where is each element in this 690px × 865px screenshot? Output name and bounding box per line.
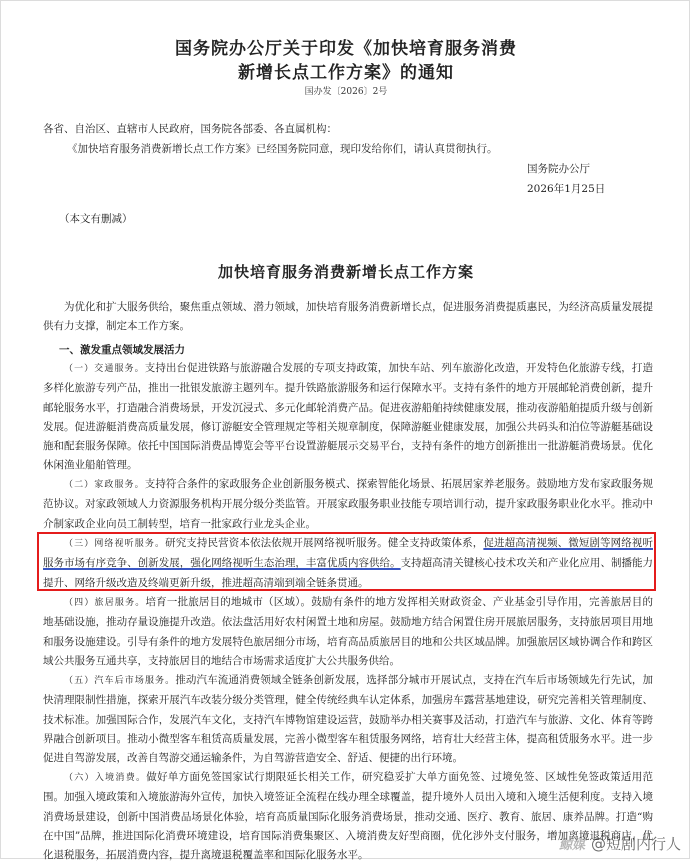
issuer: 国务院办公厅 [527,163,590,175]
item-sojourn [43,593,653,671]
section-heading: 一、激发重点领域发展活力 [59,344,185,356]
addressees: 各省、自治区、直辖市人民政府，国务院各部委、各直属机构： [43,123,337,135]
highlight-box [37,532,656,591]
plan-intro: 为优化和扩大服务供给，聚焦重点领域、潜力领域，加快培育服务消费新增长点，促进服务消费提质惠民，为经济高质量发展提供有力支撑，制定本工作方案。 [43,301,653,333]
item-label: （三）网络视听服务。 [64,539,166,549]
item-housekeeping [43,475,653,534]
notice-body: 《加快培育服务消费新增长点工作方案》已经国务院同意，现印发给你们，请认真贯彻执行。 [67,143,498,155]
watermark [559,833,681,854]
item-text: 研究支持民营资本依法依规开展网络视听服务。健全支持政策体系， [165,537,484,549]
watermark-account: @短剧内行人 [590,835,681,853]
item-text: 推动汽车流通消费领域全链条创新发展，选择部分城市开展试点，支持在汽车后市场领域先行先试，加快清理限制性措施，探索开展汽车改装分级分类管理，健全传统经典车认定体系，加强房车露营基地建设，研究完善相关管理制度、技术标准。加强国际合作，发展汽车文化，支持汽车博物馆建设运营，鼓励举办相关赛事及活动，打造汽车与旅游、文化、体育等跨界融合创新项目。推动小微型客车租赁高质量发展，完善小微型客车租赁服务网络，培育壮大经营主体，提高租赁服务水平。进一步促进自驾游发展，改善自驾游交通运输条件，为自驾游营造安全、舒适、便捷的出行环境。 [43,674,653,765]
item-label: （四）旅居服务。 [64,598,146,608]
notice-title-line1: 国务院办公厅关于印发《加快培育服务消费 [175,39,517,59]
item-label: （二）家政服务。 [64,480,145,490]
watermark-logo: 鲸媒 [558,838,585,853]
doc-number: 国办发〔2026〕2号 [304,87,388,97]
item-transport [43,359,653,476]
item-label: （一）交通服务。 [64,364,145,374]
item-auto-aftermarket [43,671,653,768]
item-text: 培育一批旅居目的地城市（区域）。鼓励有条件的地方发挥相关财政资金、产业基金引导作用，完善旅居目的地基础设施，推动存量设施提升改造。依法盘活用好农村闲置土地和房屋。鼓励地方结合闲置住房开展旅居服务，支持旅居项目用地和服务设施建设。引导有条件的地方发展特色旅居细分市场，培育高品质旅居目的地和公共区域品牌。加强旅居区域协调合作和跨区域公共服务互通共享，支持旅居目的地结合市场需求适度扩大公共服务供给。 [43,596,653,667]
issue-date: 2026年1月25日 [527,183,606,195]
item-text: 支持超高清关键核心技术攻关和产业化应用、制播能力提升、网络升级改造及终端更新升级，推进超高清端到端全链条贯通。 [43,557,654,589]
item-text: 做好单方面免签国家试行期限延长相关工作，研究稳妥扩大单方面免签、过境免签、区域性免签政策适用范围。加强入境政策和入境旅游海外宣传，加快入境签证全流程在线办理全球覆盖，提升境外人员出入境和入境生活便利度。支持入境消费场景建设，创新中国消费品场景化体验，培育高质量国际化服务消费场景，推动交通、医疗、教育、旅居、康养品牌。打造“购在中国”品牌，推进国际化消费环境建设，培育国际消费集聚区、入境消费友好型商圈，优化涉外支付服务，增加离境退税商店，优化退税服务，拓展消费内容，提升离境退税覆盖率和国际化服务水平。 [43,771,653,862]
abridged-note: （本文有删减） [59,213,133,225]
notice-title-line2: 新增长点工作方案》的通知 [238,63,454,83]
highlighted-text: 促进超高清视频、微短剧等网络视听服务市场有序竞争、创新发展，强化网络视听生态治理，丰富优质内容供给。 [43,537,653,570]
item-text: 支持出台促进铁路与旅游融合发展的专项支持政策，加快车站、列车旅游化改造，开发特色化旅游专线，打造多样化旅游专列产品，推出一批银发旅游主题列车。提升铁路旅游服务和运行保障水平。支持有条件的地方开展邮轮消费创新，提升邮轮服务水平，打造融合消费场景，开发沉浸式、多元化邮轮消费产品。促进夜游船舶持续健康发展，推动夜游船舶提质升级与创新发展。促进游艇消费高质量发展，修订游艇安全管理规定等相关规章制度，保障游艇业健康发展，加强公共码头和泊位等游艇基础设施和配套服务保障。依托中国国际消费品博览会等平台设置游艇展示交易平台，支持有条件的地方创新推出一批游艇消费场景。优化休闲渔业船舶管理。 [43,362,653,472]
item-label: （五）汽车后市场服务。 [64,676,176,686]
item-text: 支持符合条件的家政服务企业创新服务模式、探索智能化场景、拓展居家养老服务。鼓励地方发布家政服务规范协议。对家政领域人力资源服务机构开展分级分类监管。开展家政服务职业技能专项培训行动，提升家政服务职业化水平。推动中介制家政企业向员工制转型，培育一批家政行业龙头企业。 [43,478,653,530]
plan-title: 加快培育服务消费新增长点工作方案 [217,263,474,281]
item-label: （六）入境消费。 [64,773,147,783]
